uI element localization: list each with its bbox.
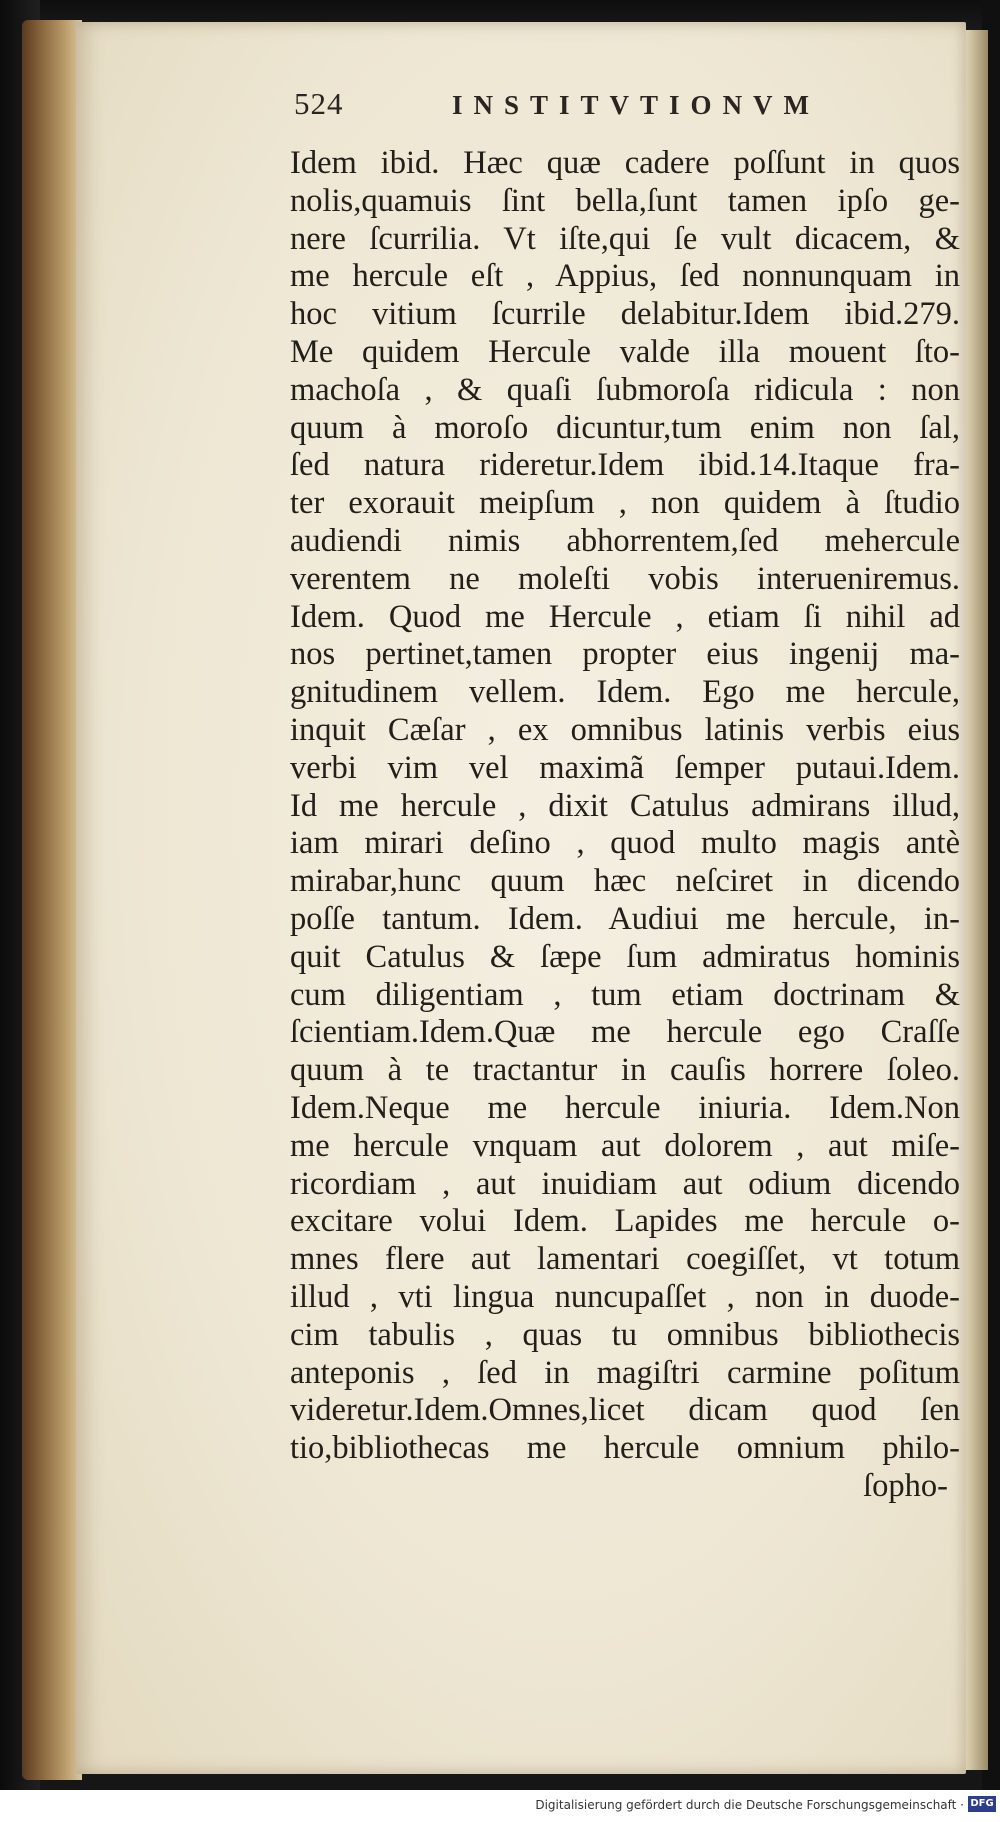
text-line: anteponis , ſed in magiſtri carmine poſitum [290, 1354, 960, 1391]
page-gutter-edge [22, 20, 82, 1780]
text-line: tio,bibliothecas me hercule omnium philo- [290, 1430, 960, 1467]
text-line: Idem ibid. Hæc quæ cadere poſſunt in quos [290, 145, 960, 181]
text-line: nos pertinet,tamen propter eius ingenij ma- [290, 636, 960, 673]
text-block [290, 145, 960, 1506]
text-line: mnes flere aut lamentari coegiſſet, vt totum [290, 1241, 960, 1278]
text-line: quit Catulus & ſæpe ſum admiratus hominis [290, 938, 960, 975]
text-line: Id me hercule , dixit Catulus admirans illud, [290, 787, 960, 824]
text-line: Idem. Quod me Hercule , etiam ſi nihil ad [290, 598, 960, 635]
text-line: illud , vti lingua nuncupaſſet , non in duode- [290, 1278, 960, 1315]
funding-note: Digitalisierung gefördert durch die Deutsche Forschungsgemeinschaft · [535, 1798, 964, 1812]
text-line: machoſa , & quaſi ſubmoroſa ridicula : non [290, 371, 960, 408]
text-line: nere ſcurrilia. Vt iſte,qui ſe vult dicacem, & [290, 220, 960, 257]
text-line: ſed natura rideretur.Idem ibid.14.Itaque fra- [290, 447, 960, 484]
text-line: ſcientiam.Idem.Quæ me hercule ego Craſſe [290, 1014, 960, 1051]
text-line: me hercule eſt , Appius, ſed nonnunquam in [290, 258, 960, 295]
text-line: cim tabulis , quas tu omnibus bibliothecis [290, 1316, 960, 1353]
text-line: Me quidem Hercule valde illa mouent ſto- [290, 333, 960, 370]
text-line: me hercule vnquam aut dolorem , aut miſe- [290, 1127, 960, 1164]
text-line: nolis,quamuis ſint bella,ſunt tamen ipſo ge- [290, 182, 960, 219]
text-line: verentem ne moleſti vobis interueniremus. [290, 560, 960, 597]
catchword: ſopho- [863, 1467, 948, 1504]
text-line: cum diligentiam , tum etiam doctrinam & [290, 976, 960, 1013]
running-head: INSTITVTIONVM [452, 90, 821, 120]
text-line: verbi vim vel maximã ſemper putaui.Idem. [290, 749, 960, 786]
text-line: Idem.Neque me hercule iniuria. Idem.Non [290, 1089, 960, 1126]
text-line: gnitudinem vellem. Idem. Ego me hercule, [290, 674, 960, 711]
text-line: inquit Cæſar , ex omnibus latinis verbis eius [290, 711, 960, 748]
text-line: excitare volui Idem. Lapides me hercule o- [290, 1203, 960, 1240]
text-line: audiendi nimis abhorrentem,ſed mehercule [290, 522, 960, 559]
text-line: quum à te tractantur in cauſis horrere ſoleo. [290, 1052, 960, 1089]
footer-bar [0, 1790, 1000, 1822]
text-line: mirabar,hunc quum hæc neſciret in dicendo [290, 863, 960, 900]
page-number: 524 [294, 86, 344, 121]
dfg-logo-icon: DFG [968, 1796, 996, 1812]
text-line: ter exorauit meipſum , non quidem à ſtudio [290, 485, 960, 522]
text-line: videretur.Idem.Omnes,licet dicam quod ſen [290, 1392, 960, 1429]
text-line: poſſe tantum. Idem. Audiui me hercule, in- [290, 900, 960, 937]
text-line: iam mirari deſino , quod multo magis antè [290, 825, 960, 862]
text-line: ricordiam , aut inuidiam aut odium dicendo [290, 1165, 960, 1202]
text-line: hoc vitium ſcurrile delabitur.Idem ibid.279. [290, 296, 960, 333]
text-line: quum à moroſo dicuntur,tum enim non ſal, [290, 409, 960, 446]
